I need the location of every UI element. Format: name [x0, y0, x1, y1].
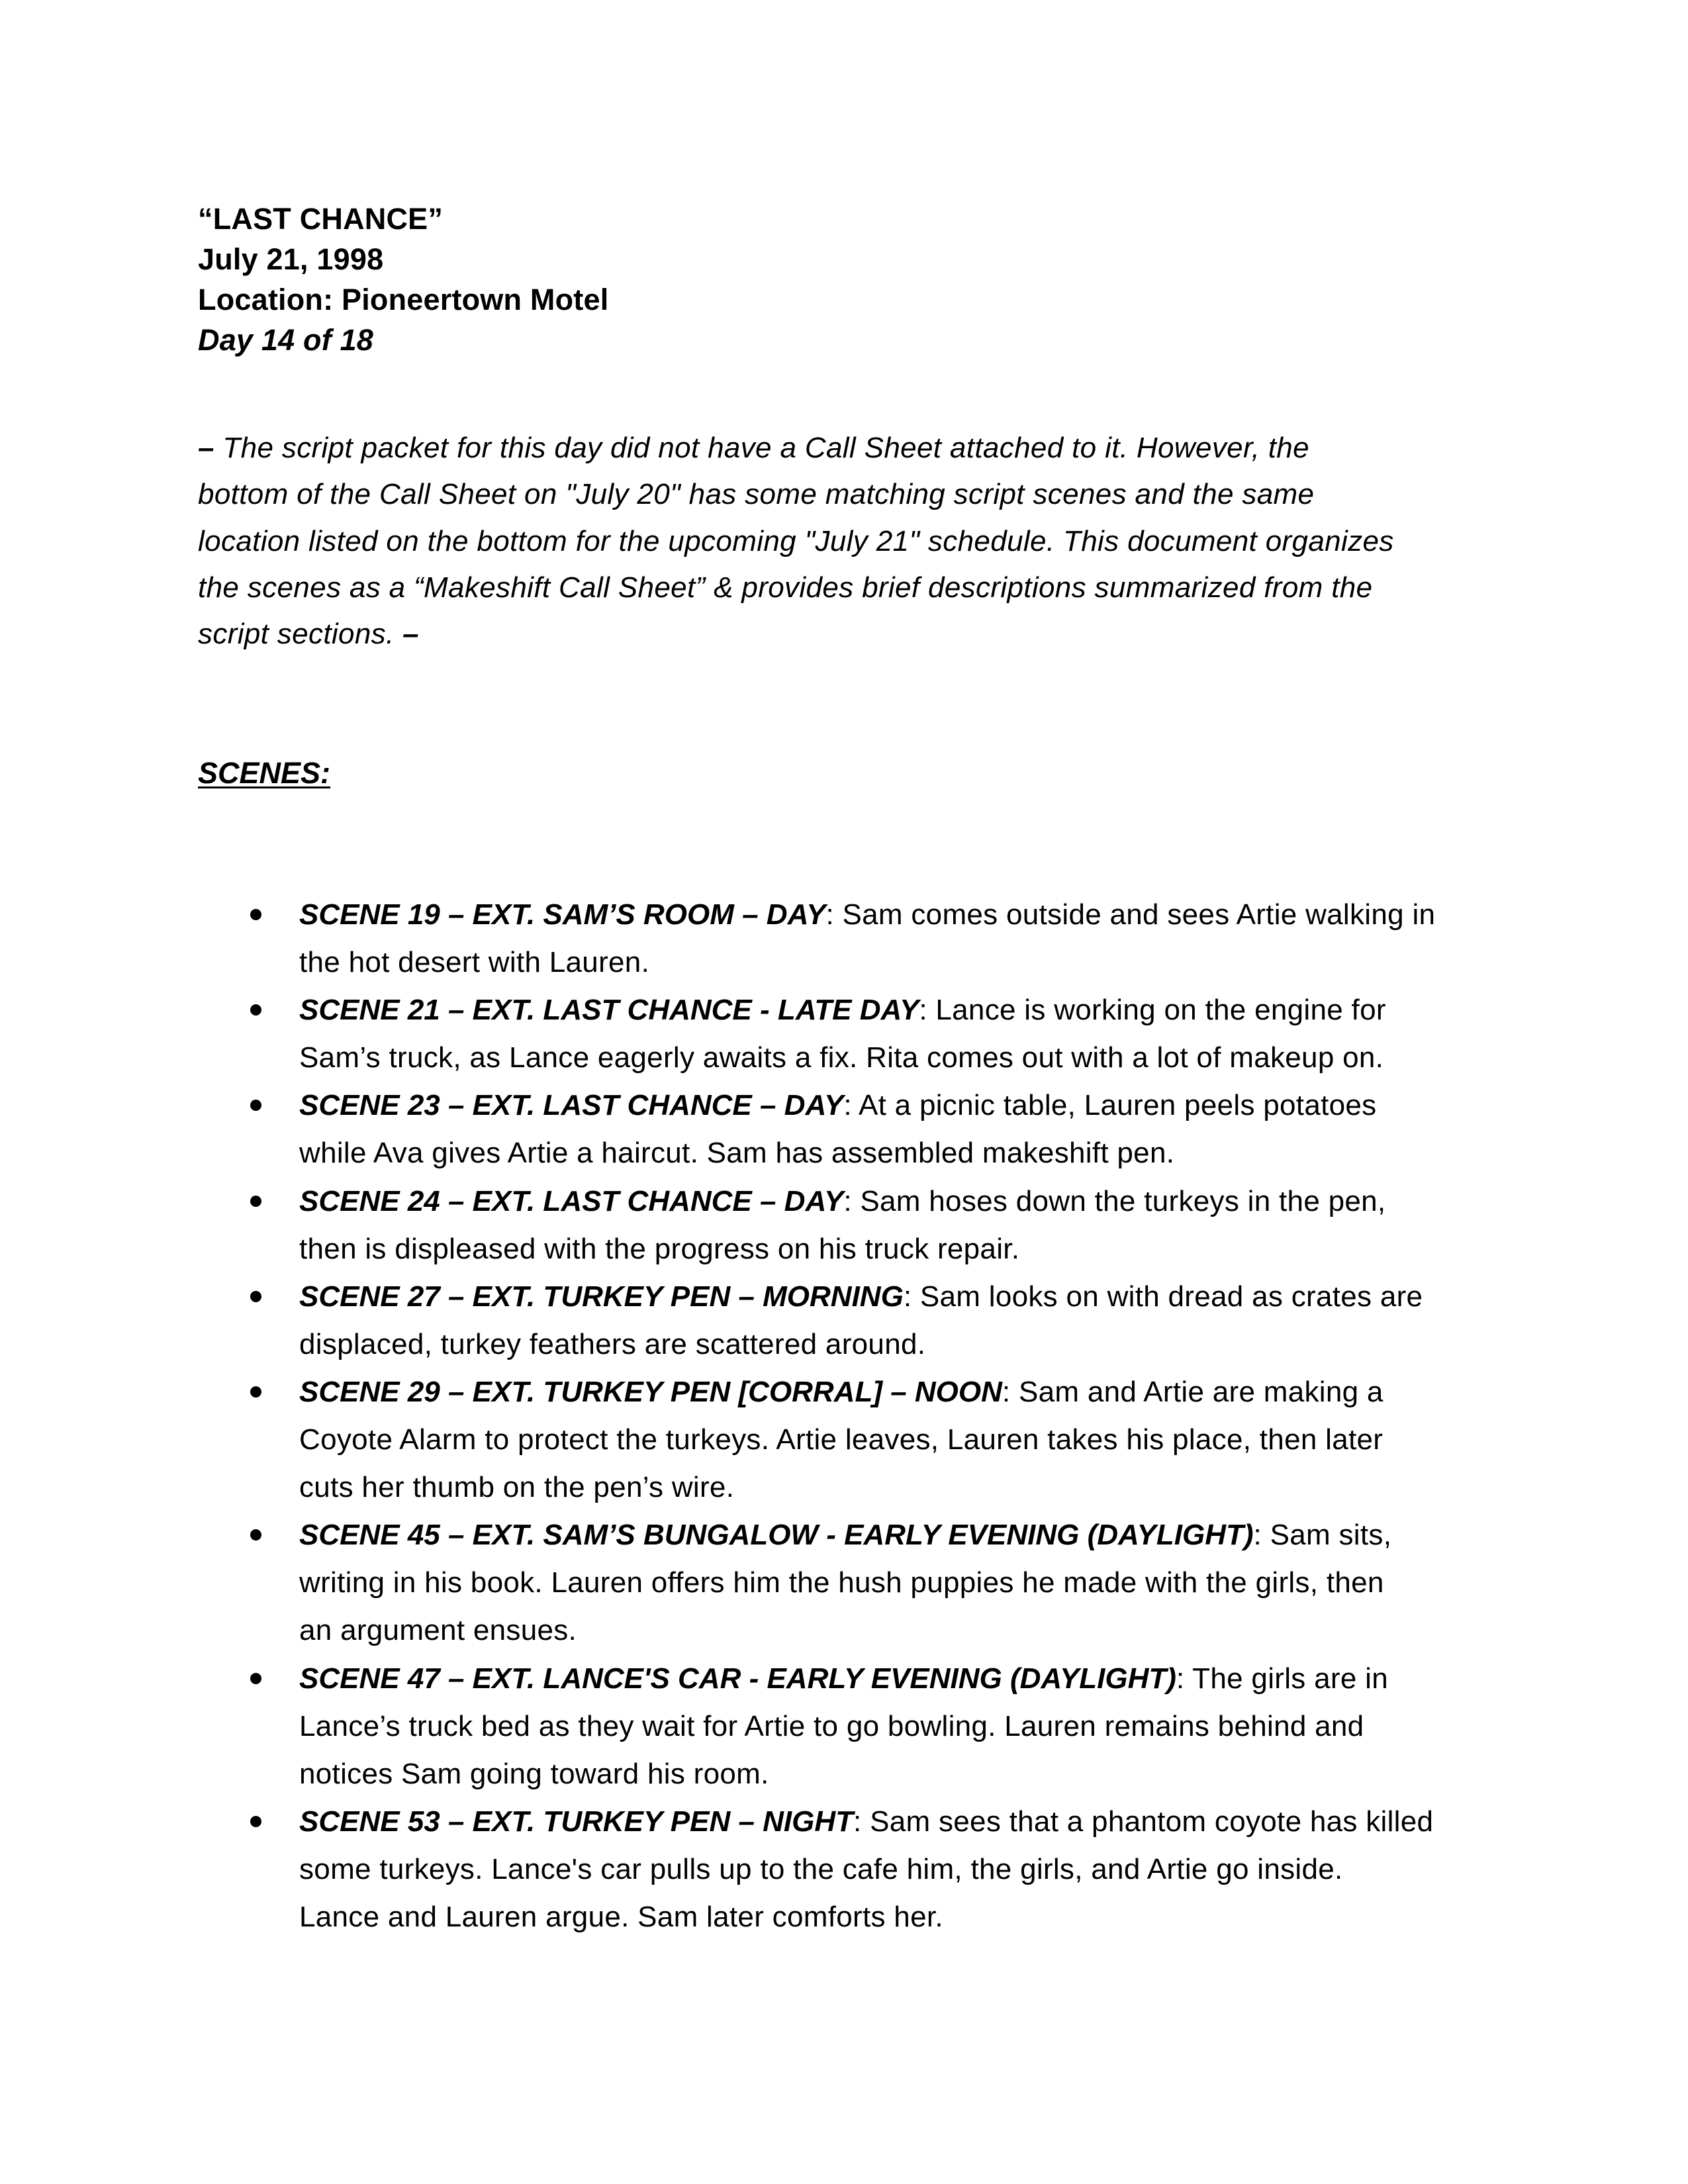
shoot-day-count: Day 14 of 18 — [198, 323, 374, 357]
scene-line: notices Sam going toward his room. — [299, 1757, 769, 1790]
scene-slug: SCENE 23 – EXT. LAST CHANCE – DAY — [299, 1089, 844, 1122]
bullet-icon — [250, 909, 261, 920]
scene-line: an argument ensues. — [299, 1614, 577, 1647]
scene-line — [299, 1655, 1496, 1703]
scene-item — [245, 1655, 1496, 1798]
scene-list — [245, 891, 1496, 1941]
scene-line: Lance’s truck bed as they wait for Artie to go bowling. Lauren remains behind and — [299, 1709, 1364, 1742]
scene-slug: SCENE 27 – EXT. TURKEY PEN – MORNING — [299, 1280, 904, 1313]
scene-description: : At a picnic table, Lauren peels potatoes — [843, 1089, 1377, 1122]
scene-description: : Sam sees that a phantom coyote has killed — [853, 1805, 1434, 1838]
scene-description: : The girls are in — [1176, 1662, 1388, 1695]
bullet-icon — [250, 1196, 261, 1207]
scene-slug: SCENE 24 – EXT. LAST CHANCE – DAY — [299, 1184, 844, 1217]
intro-line-text: The script packet for this day did not have a Call Sheet attached to it. However, the — [214, 432, 1309, 464]
scene-item — [245, 1368, 1496, 1511]
document-header — [198, 199, 1456, 360]
intro-lead-dash: – — [198, 432, 214, 464]
scene-slug: SCENE 47 – EXT. LANCE'S CAR - EARLY EVENING (DAYLIGHT) — [299, 1662, 1176, 1695]
scene-line: while Ava gives Artie a haircut. Sam has assembled makeshift pen. — [299, 1137, 1175, 1170]
intro-line — [198, 425, 1495, 471]
intro-note — [198, 425, 1495, 657]
bullet-icon — [250, 1100, 261, 1111]
scene-line — [299, 1082, 1496, 1129]
scene-item — [245, 986, 1496, 1082]
scenes-heading: SCENES: — [198, 756, 331, 790]
scene-line: displaced, turkey feathers are scattered around. — [299, 1327, 926, 1360]
bullet-icon — [250, 1004, 261, 1016]
scene-slug: SCENE 29 – EXT. TURKEY PEN [CORRAL] – NOON — [299, 1375, 1002, 1408]
scene-description: : Sam hoses down the turkeys in the pen, — [843, 1184, 1386, 1217]
intro-line: the scenes as a “Makeshift Call Sheet” & provides brief descriptions summarized from the — [198, 571, 1373, 604]
scene-item — [245, 891, 1496, 986]
scene-line — [299, 1273, 1496, 1321]
scene-line — [299, 1798, 1496, 1846]
intro-line: bottom of the Call Sheet on "July 20" has some matching script scenes and the same — [198, 478, 1315, 511]
scene-line — [299, 1511, 1496, 1559]
scene-slug: SCENE 21 – EXT. LAST CHANCE - LATE DAY — [299, 994, 919, 1027]
bullet-icon — [250, 1291, 261, 1302]
shoot-location: Location: Pioneertown Motel — [198, 283, 609, 316]
production-title: “LAST CHANCE” — [198, 202, 444, 236]
scene-item — [245, 1798, 1496, 1941]
scene-line — [299, 986, 1496, 1034]
scene-line: then is displeased with the progress on his truck repair. — [299, 1232, 1020, 1265]
scene-description: : Lance is working on the engine for — [919, 994, 1386, 1027]
shoot-date: July 21, 1998 — [198, 242, 384, 276]
scene-line — [299, 1178, 1496, 1225]
scene-description: : Sam comes outside and sees Artie walking in — [825, 898, 1436, 931]
bullet-icon — [250, 1816, 261, 1827]
intro-line-text: script sections. — [198, 618, 403, 651]
intro-line: location listed on the bottom for the upcoming "July 21" schedule. This document organizes — [198, 524, 1394, 557]
scene-item — [245, 1511, 1496, 1654]
bullet-icon — [250, 1386, 261, 1398]
scene-line: the hot desert with Lauren. — [299, 946, 650, 979]
intro-line — [198, 611, 1495, 657]
scene-description: : Sam sits, — [1253, 1519, 1392, 1552]
scene-slug: SCENE 19 – EXT. SAM’S ROOM – DAY — [299, 898, 826, 931]
scene-line: Sam’s truck, as Lance eagerly awaits a fix. Rita comes out with a lot of makeup on. — [299, 1041, 1384, 1074]
bullet-icon — [250, 1529, 261, 1541]
scene-slug: SCENE 45 – EXT. SAM’S BUNGALOW - EARLY EVENING (DAYLIGHT) — [299, 1519, 1254, 1552]
scene-line: cuts her thumb on the pen’s wire. — [299, 1471, 735, 1504]
scene-description: : Sam and Artie are making a — [1002, 1375, 1383, 1408]
intro-trail-dash: – — [402, 618, 419, 651]
scene-item — [245, 1178, 1496, 1273]
bullet-icon — [250, 1673, 261, 1684]
scene-line: writing in his book. Lauren offers him the hush puppies he made with the girls, then — [299, 1566, 1384, 1599]
scene-description: : Sam looks on with dread as crates are — [903, 1280, 1423, 1313]
scene-line — [299, 1368, 1496, 1416]
scene-slug: SCENE 53 – EXT. TURKEY PEN – NIGHT — [299, 1805, 854, 1838]
scene-line — [299, 891, 1496, 939]
scene-line: Coyote Alarm to protect the turkeys. Artie leaves, Lauren takes his place, then later — [299, 1423, 1383, 1456]
scene-line: Lance and Lauren argue. Sam later comforts her. — [299, 1900, 943, 1933]
scene-item — [245, 1273, 1496, 1368]
scene-line: some turkeys. Lance's car pulls up to the cafe him, the girls, and Artie go inside. — [299, 1852, 1343, 1885]
scene-item — [245, 1082, 1496, 1177]
